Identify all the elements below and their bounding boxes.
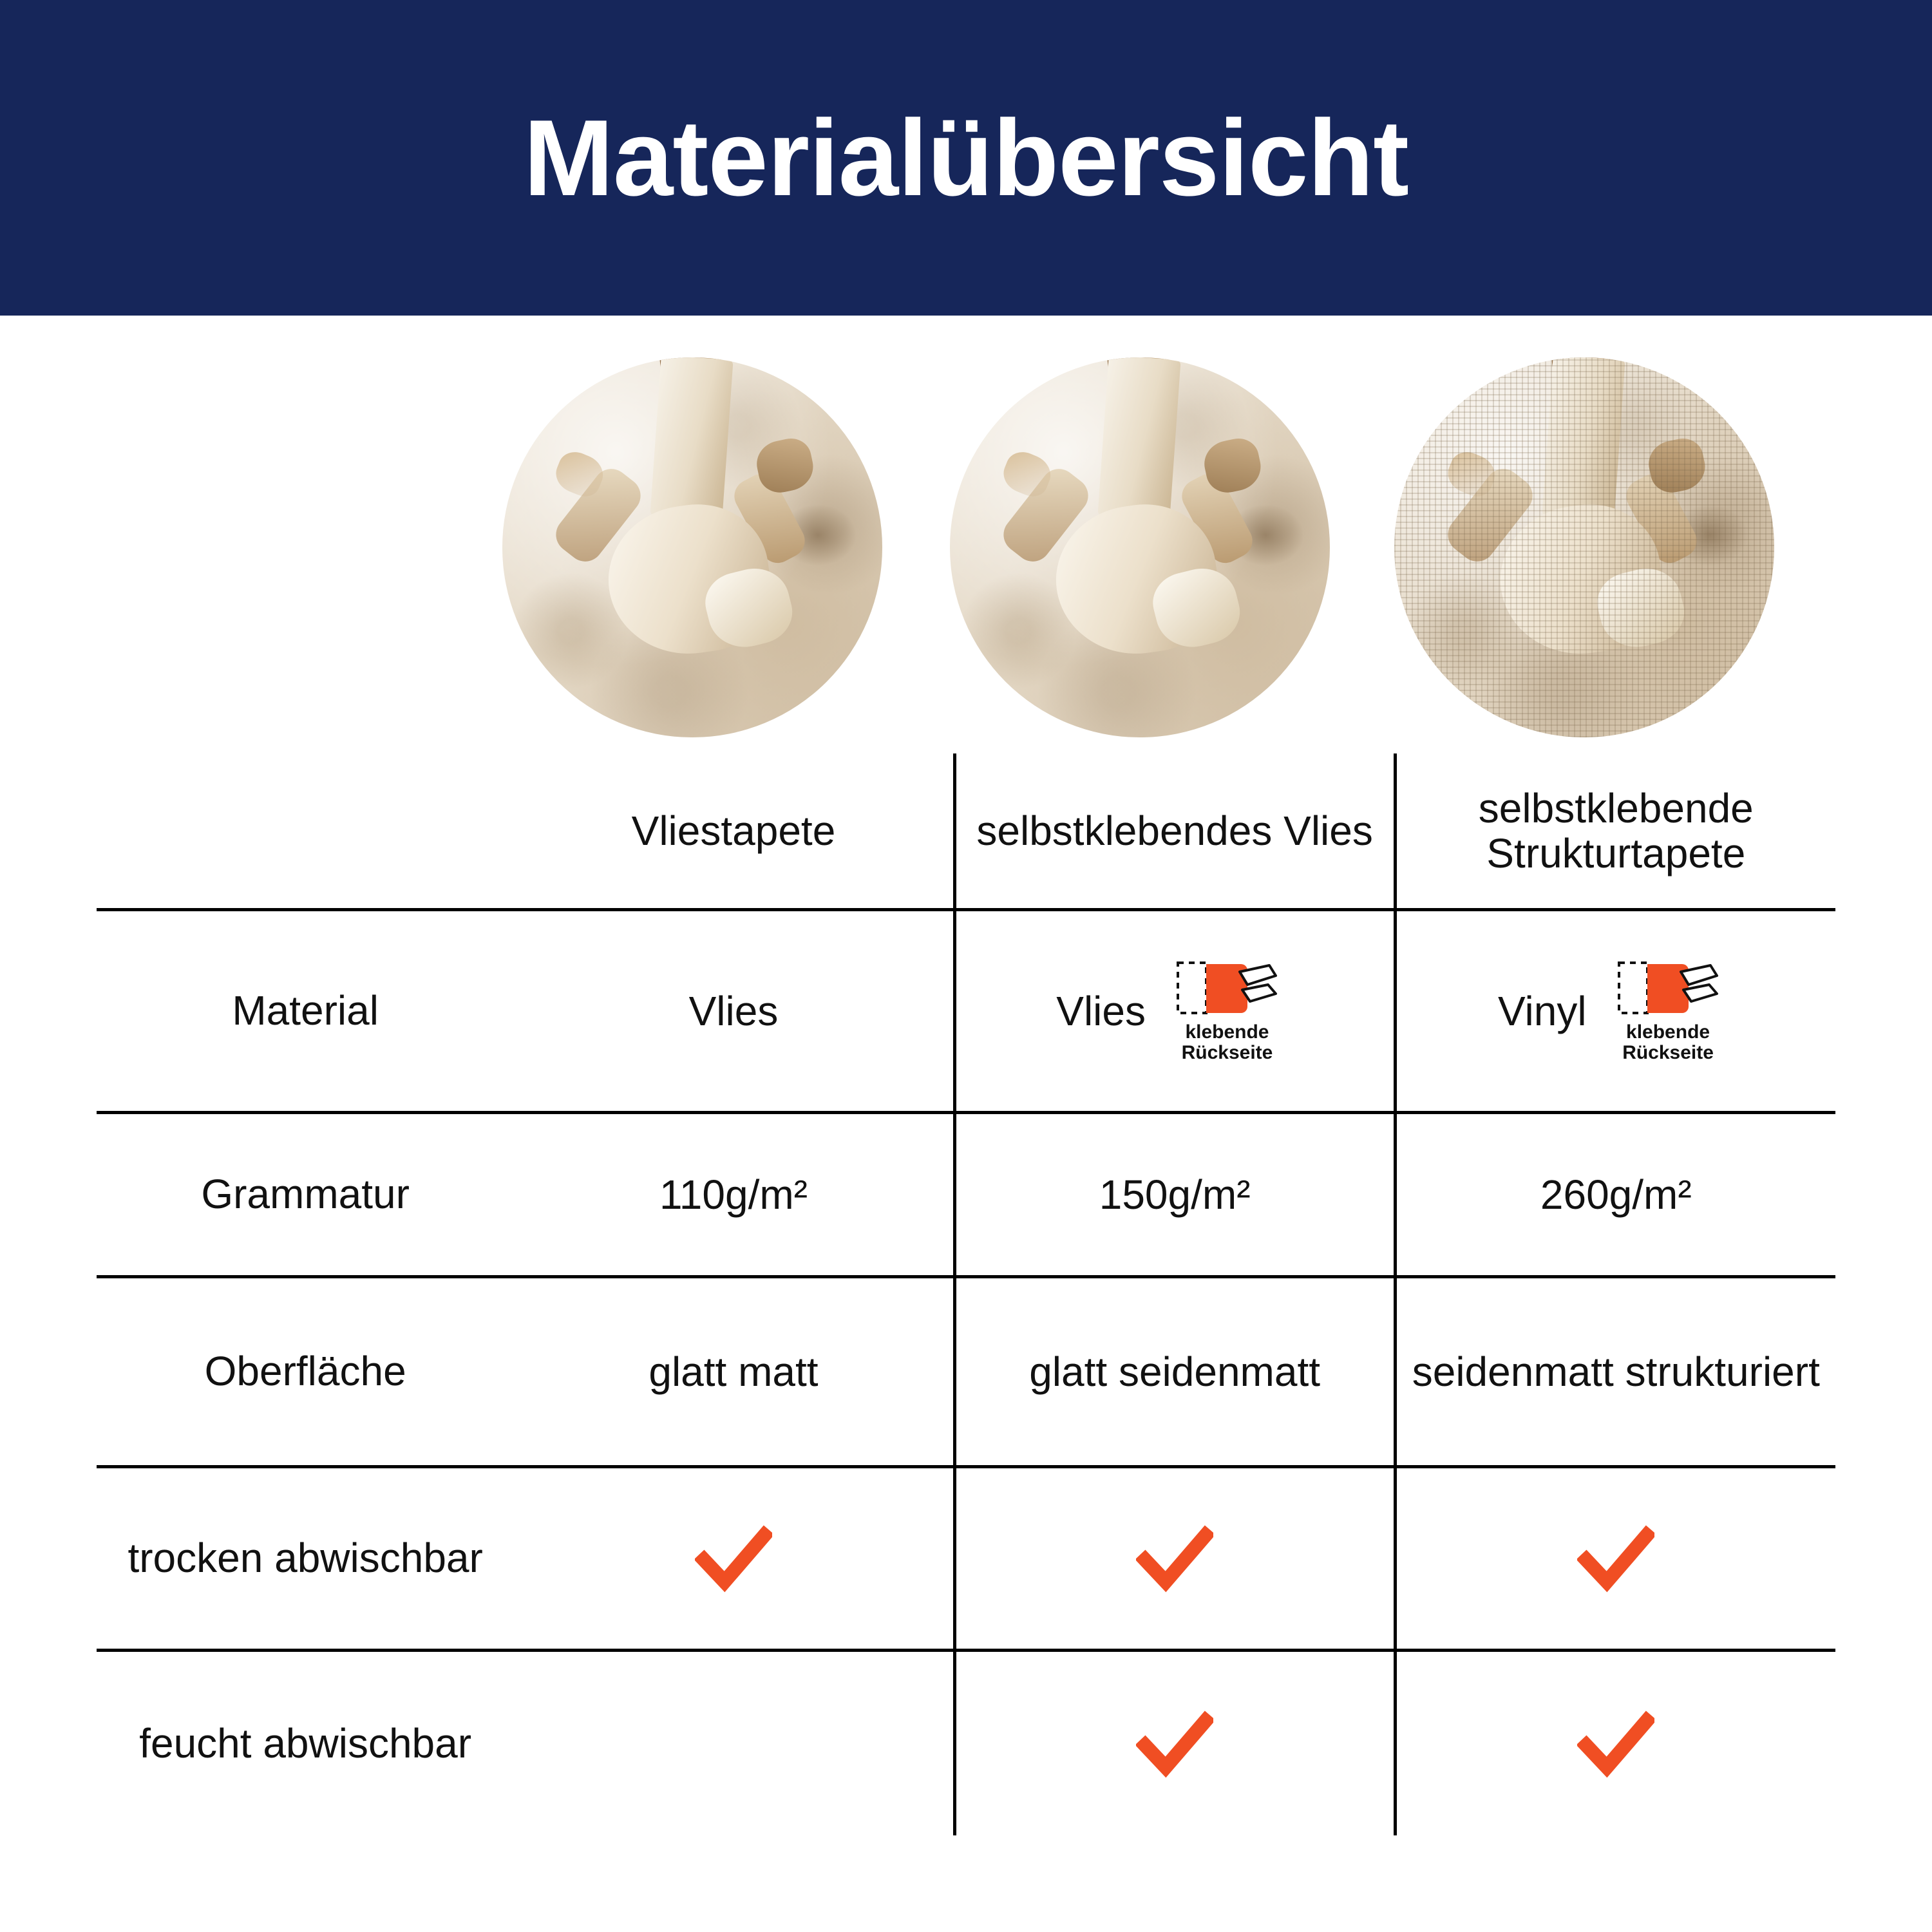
artwork-figure xyxy=(950,357,1330,737)
cell-value: Vinyl xyxy=(1498,988,1587,1034)
sample-selbstklebende-strukturtapete xyxy=(1394,357,1774,737)
cell-value: Vlies xyxy=(688,988,779,1034)
header-cell-selbstklebendes-vlies: selbstklebendes Vlies xyxy=(954,753,1395,910)
table-row xyxy=(97,910,1835,1113)
adhesive-back-icon xyxy=(1175,959,1278,1018)
cell-trocken-selbstklebende-strukturtapete xyxy=(1395,1467,1835,1651)
row-label-oberflaeche: Oberfläche xyxy=(97,1277,514,1467)
header-cell-selbstklebende-strukturtapete: selbstklebende Strukturtapete xyxy=(1395,753,1835,910)
adhesive-back-caption xyxy=(1622,1022,1714,1064)
adhesive-back-caption-line1: klebende xyxy=(1626,1021,1710,1043)
table-row xyxy=(97,1113,1835,1277)
material-sample-row xyxy=(0,316,1932,753)
material-comparison-table-wrapper xyxy=(0,753,1932,1835)
structure-texture-overlay xyxy=(1394,357,1774,737)
cell-feucht-selbstklebendes-vlies xyxy=(954,1651,1395,1836)
sample-vliestapete xyxy=(502,357,882,737)
table-row xyxy=(97,1277,1835,1467)
row-label-feucht-abwischbar: feucht abwischbar xyxy=(139,1719,472,1766)
check-icon xyxy=(1577,1520,1654,1597)
check-icon xyxy=(695,1520,772,1597)
sample-selbstklebendes-vlies xyxy=(950,357,1330,737)
cell-feucht-selbstklebende-strukturtapete xyxy=(1395,1651,1835,1836)
table-header-row xyxy=(97,753,1835,910)
row-label-grammatur: Grammatur xyxy=(97,1113,514,1277)
row-label-trocken-abwischbar: trocken abwischbar xyxy=(97,1467,514,1651)
table-row xyxy=(97,1467,1835,1651)
cell-trocken-vliestapete xyxy=(514,1467,954,1651)
cell-grammatur-selbstklebende-strukturtapete: 260g/m² xyxy=(1395,1113,1835,1277)
cell-material-vliestapete xyxy=(514,910,954,1113)
cell-oberflaeche-selbstklebendes-vlies: glatt seidenmatt xyxy=(954,1277,1395,1467)
adhesive-back-caption-line2: Rückseite xyxy=(1181,1042,1273,1063)
adhesive-back-badge xyxy=(1161,959,1293,1064)
table-row xyxy=(97,1651,1835,1836)
artwork-figure xyxy=(502,357,882,737)
cell-trocken-selbstklebendes-vlies xyxy=(954,1467,1395,1651)
material-comparison-table xyxy=(97,753,1835,1835)
page-title: Materialübersicht xyxy=(523,97,1409,218)
cell-material-selbstklebendes-vlies xyxy=(954,910,1395,1113)
cell-grammatur-vliestapete: 110g/m² xyxy=(514,1113,954,1277)
cell-oberflaeche-selbstklebende-strukturtapete: seidenmatt strukturiert xyxy=(1395,1277,1835,1467)
cell-feucht-vliestapete xyxy=(514,1651,954,1836)
cell-oberflaeche-vliestapete: glatt matt xyxy=(514,1277,954,1467)
adhesive-back-caption-line1: klebende xyxy=(1185,1021,1269,1043)
adhesive-back-caption-line2: Rückseite xyxy=(1622,1042,1714,1063)
page-header xyxy=(0,0,1932,316)
adhesive-back-caption xyxy=(1182,1022,1273,1064)
cell-grammatur-selbstklebendes-vlies: 150g/m² xyxy=(954,1113,1395,1277)
check-icon xyxy=(1577,1705,1654,1783)
adhesive-back-badge xyxy=(1602,959,1734,1064)
adhesive-back-icon xyxy=(1616,959,1719,1018)
header-cell-empty xyxy=(97,753,514,910)
check-icon xyxy=(1136,1705,1213,1783)
cell-material-selbstklebende-strukturtapete xyxy=(1395,910,1835,1113)
check-icon xyxy=(1136,1520,1213,1597)
row-label-material: Material xyxy=(97,910,514,1113)
cell-value: Vlies xyxy=(1056,988,1146,1034)
header-cell-vliestapete: Vliestapete xyxy=(514,753,954,910)
